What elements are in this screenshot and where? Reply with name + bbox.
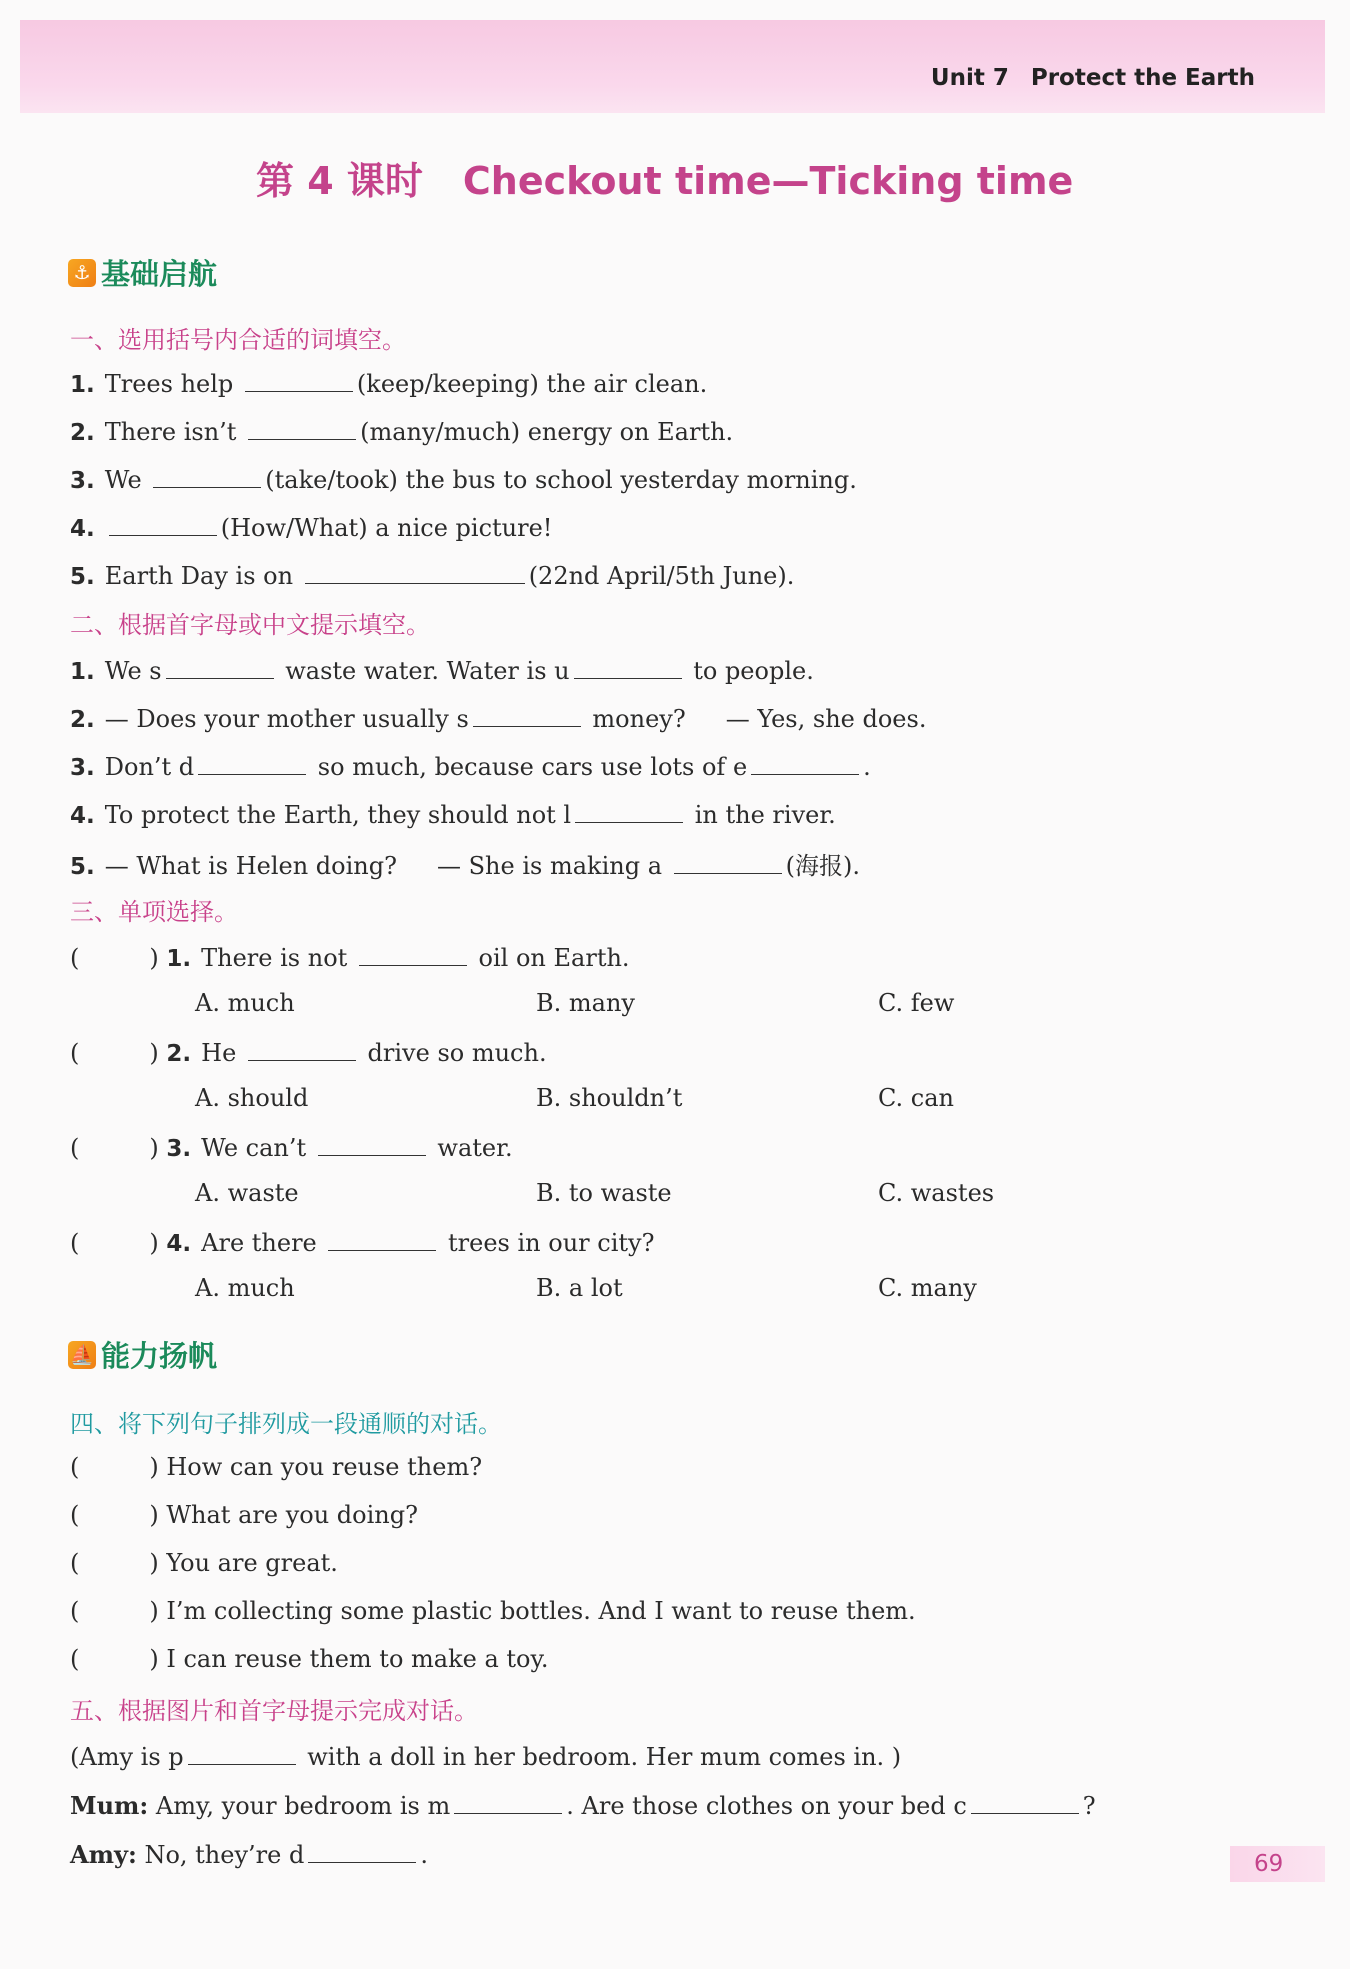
dialog-amy: Amy: No, they’re d . bbox=[70, 1840, 428, 1869]
unit-title: Protect the Earth bbox=[1030, 65, 1255, 91]
lesson-label: 第 4 课时 bbox=[256, 159, 423, 203]
unit-number: Unit 7 bbox=[930, 65, 1009, 91]
part2-heading: 二、根据首字母或中文提示填空。 bbox=[70, 611, 430, 639]
mc-question: ( ) 3. We can’t water. bbox=[70, 1131, 513, 1162]
answer-blank[interactable] bbox=[305, 559, 525, 584]
order-item: ( ) You are great. bbox=[70, 1549, 338, 1577]
option-a[interactable]: A. waste bbox=[195, 1179, 299, 1207]
order-item: ( ) How can you reuse them? bbox=[70, 1453, 483, 1481]
answer-blank[interactable] bbox=[328, 1226, 436, 1251]
part1-item: 3. We (take/took) the bus to school yesterday morning. bbox=[70, 463, 857, 494]
part2-item: 4. To protect the Earth, they should not l in the river. bbox=[70, 798, 836, 829]
order-item: ( ) I can reuse them to make a toy. bbox=[70, 1645, 549, 1673]
section-basic bbox=[68, 252, 217, 293]
part1-item: 1. Trees help (keep/keeping) the air clean. bbox=[70, 367, 707, 398]
answer-blank[interactable] bbox=[971, 1789, 1079, 1814]
lesson-title bbox=[256, 150, 1156, 205]
answer-blank[interactable] bbox=[153, 463, 261, 488]
answer-blank[interactable] bbox=[308, 1838, 416, 1863]
part1-item: 4. (How/What) a nice picture! bbox=[70, 511, 552, 542]
option-b[interactable]: B. shouldn’t bbox=[536, 1084, 683, 1112]
anchor-icon: ⚓ bbox=[68, 259, 96, 287]
part2-item: 1. We s waste water. Water is u to people. bbox=[70, 654, 814, 685]
option-c[interactable]: C. many bbox=[878, 1274, 977, 1302]
mc-question: ( ) 1. There is not oil on Earth. bbox=[70, 941, 630, 972]
dialog-mum: Mum: Amy, your bedroom is m . Are those clothes on your bed c ? bbox=[70, 1791, 1096, 1820]
option-a[interactable]: A. should bbox=[195, 1084, 309, 1112]
section-ability-label: 能力扬帆 bbox=[101, 1339, 218, 1373]
order-item: ( ) What are you doing? bbox=[70, 1501, 418, 1529]
answer-blank[interactable] bbox=[248, 415, 356, 440]
page-number: 69 bbox=[1230, 1846, 1325, 1882]
part2-item: 5. — What is Helen doing? — She is making a (海报). bbox=[70, 846, 860, 881]
mc-question: ( ) 2. He drive so much. bbox=[70, 1036, 547, 1067]
part4-heading: 四、将下列句子排列成一段通顺的对话。 bbox=[70, 1410, 502, 1438]
answer-blank[interactable] bbox=[574, 654, 682, 679]
part2-item: 2. — Does your mother usually s money? — Yes, she does. bbox=[70, 702, 926, 733]
answer-blank[interactable] bbox=[109, 511, 217, 536]
answer-blank[interactable] bbox=[674, 849, 782, 874]
mc-question: ( ) 4. Are there trees in our city? bbox=[70, 1226, 654, 1257]
answer-blank[interactable] bbox=[248, 1036, 356, 1061]
option-b[interactable]: B. a lot bbox=[536, 1274, 623, 1302]
answer-blank[interactable] bbox=[575, 798, 683, 823]
option-b[interactable]: B. to waste bbox=[536, 1179, 672, 1207]
dialog-intro: (Amy is p with a doll in her bedroom. Her mum comes in. ) bbox=[70, 1740, 901, 1771]
answer-blank[interactable] bbox=[198, 750, 306, 775]
sail-icon: ⛵ bbox=[68, 1341, 96, 1369]
part1-heading: 一、选用括号内合适的词填空。 bbox=[70, 326, 406, 354]
answer-blank[interactable] bbox=[359, 941, 467, 966]
answer-blank[interactable] bbox=[318, 1131, 426, 1156]
option-c[interactable]: C. can bbox=[878, 1084, 954, 1112]
lesson-name: Checkout time—Ticking time bbox=[462, 159, 1074, 203]
section-basic-label: 基础启航 bbox=[101, 257, 218, 291]
answer-blank[interactable] bbox=[166, 654, 274, 679]
option-a[interactable]: A. much bbox=[195, 1274, 295, 1302]
part1-item: 2. There isn’t (many/much) energy on Earth. bbox=[70, 415, 733, 446]
answer-blank[interactable] bbox=[188, 1740, 296, 1765]
option-c[interactable]: C. few bbox=[878, 989, 955, 1017]
option-c[interactable]: C. wastes bbox=[878, 1179, 995, 1207]
section-ability bbox=[68, 1334, 217, 1375]
order-item: ( ) I’m collecting some plastic bottles. And I want to reuse them. bbox=[70, 1597, 916, 1625]
part1-item: 5. Earth Day is on (22nd April/5th June). bbox=[70, 559, 794, 590]
option-b[interactable]: B. many bbox=[536, 989, 635, 1017]
part3-heading: 三、单项选择。 bbox=[70, 898, 238, 926]
answer-blank[interactable] bbox=[245, 367, 353, 392]
part5-heading: 五、根据图片和首字母提示完成对话。 bbox=[70, 1697, 478, 1725]
unit-header bbox=[931, 65, 1255, 91]
option-a[interactable]: A. much bbox=[195, 989, 295, 1017]
part2-item: 3. Don’t d so much, because cars use lots of e . bbox=[70, 750, 871, 781]
answer-blank[interactable] bbox=[751, 750, 859, 775]
answer-blank[interactable] bbox=[454, 1789, 562, 1814]
answer-blank[interactable] bbox=[473, 702, 581, 727]
